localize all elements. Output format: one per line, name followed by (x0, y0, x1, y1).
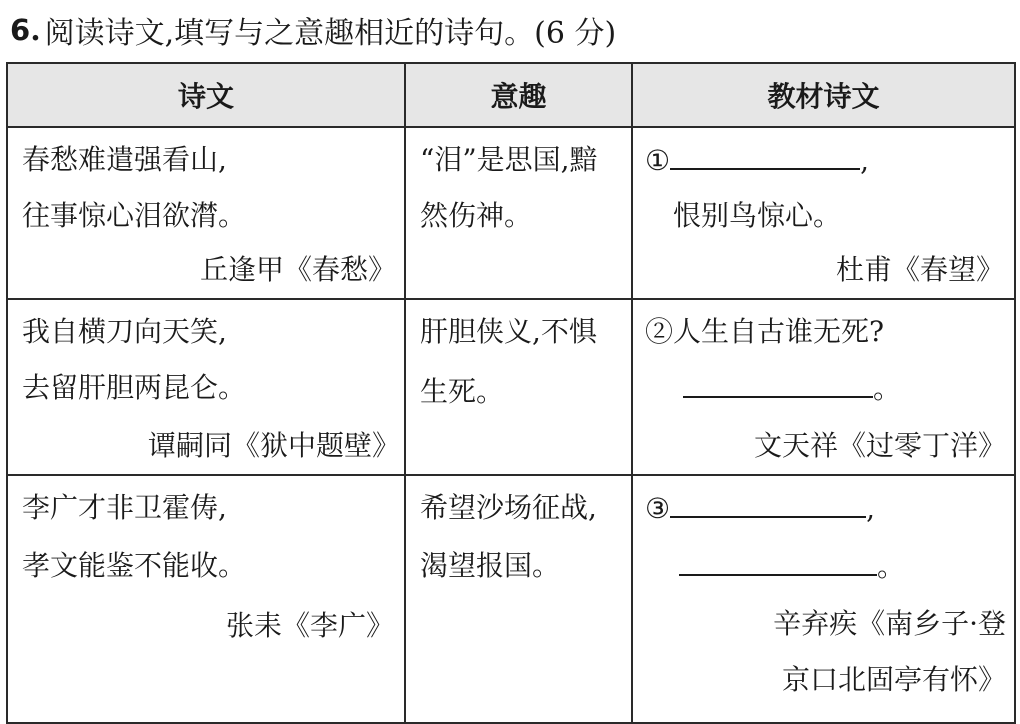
textbook-cell (632, 127, 1015, 299)
table-header-row (7, 63, 1015, 127)
textbook-line: ②人生自古谁无死? (645, 315, 885, 348)
textbook-line: 恨别鸟惊心。 (673, 199, 842, 232)
poem-line: 李广才非卫霍俦, (22, 491, 227, 524)
theme-cell (405, 299, 632, 475)
theme-line: 希望沙场征战, (420, 491, 597, 524)
answer-blank[interactable] (670, 142, 860, 170)
textbook-cell (632, 299, 1015, 475)
textbook-line (683, 370, 901, 407)
table-row (7, 127, 1015, 299)
question-number-dot: . (30, 12, 41, 48)
header-poem: 诗文 (7, 63, 405, 127)
punctuation: , (860, 144, 870, 177)
table-row (7, 475, 1015, 723)
poem-source: 丘逢甲《春愁》 (199, 253, 396, 286)
poem-source: 张耒《李广》 (225, 609, 394, 642)
table-row (7, 299, 1015, 475)
answer-marker: ③ (645, 492, 671, 525)
textbook-source-line: 京口北固亭有怀》 (781, 663, 1006, 696)
theme-cell (405, 127, 632, 299)
answer-blank[interactable] (670, 490, 866, 518)
theme-line: 然伤神。 (420, 199, 533, 232)
poem-line: 春愁难遣强看山, (22, 143, 227, 176)
poem-cell (7, 475, 405, 723)
textbook-source-line: 辛弃疾《南乡子·登 (773, 607, 1006, 640)
theme-line: “泪”是思国,黯 (420, 143, 598, 176)
theme-cell (405, 475, 632, 723)
theme-line: 肝胆侠义,不惧 (420, 315, 597, 348)
punctuation: 。 (873, 372, 902, 405)
textbook-cell (632, 475, 1015, 723)
poem-cell (7, 127, 405, 299)
poem-line: 我自横刀向天笑, (22, 315, 227, 348)
question-text: 阅读诗文,填写与之意趣相近的诗句。(6 分) (44, 16, 617, 51)
theme-line: 生死。 (420, 375, 505, 408)
textbook-line (645, 490, 875, 527)
header-textbook: 教材诗文 (632, 63, 1015, 127)
textbook-source: 杜甫《春望》 (835, 253, 1004, 286)
question-number: 6 (10, 13, 31, 47)
answer-blank[interactable] (683, 370, 873, 398)
theme-line: 渴望报国。 (420, 549, 561, 582)
poem-line: 孝文能鉴不能收。 (22, 549, 247, 582)
punctuation: 。 (877, 550, 906, 583)
textbook-line (645, 142, 869, 179)
poem-cell (7, 299, 405, 475)
poem-source: 谭嗣同《狱中题壁》 (147, 429, 400, 462)
header-theme: 意趣 (405, 63, 632, 127)
poem-table (6, 62, 1016, 724)
answer-marker: ① (645, 144, 671, 177)
textbook-line (679, 548, 905, 585)
question-header (10, 8, 616, 52)
poem-line: 去留肝胆两昆仑。 (22, 371, 247, 404)
punctuation: , (866, 492, 876, 525)
textbook-source: 文天祥《过零丁洋》 (753, 429, 1006, 462)
answer-blank[interactable] (679, 548, 877, 576)
poem-line: 往事惊心泪欲潸。 (22, 199, 247, 232)
